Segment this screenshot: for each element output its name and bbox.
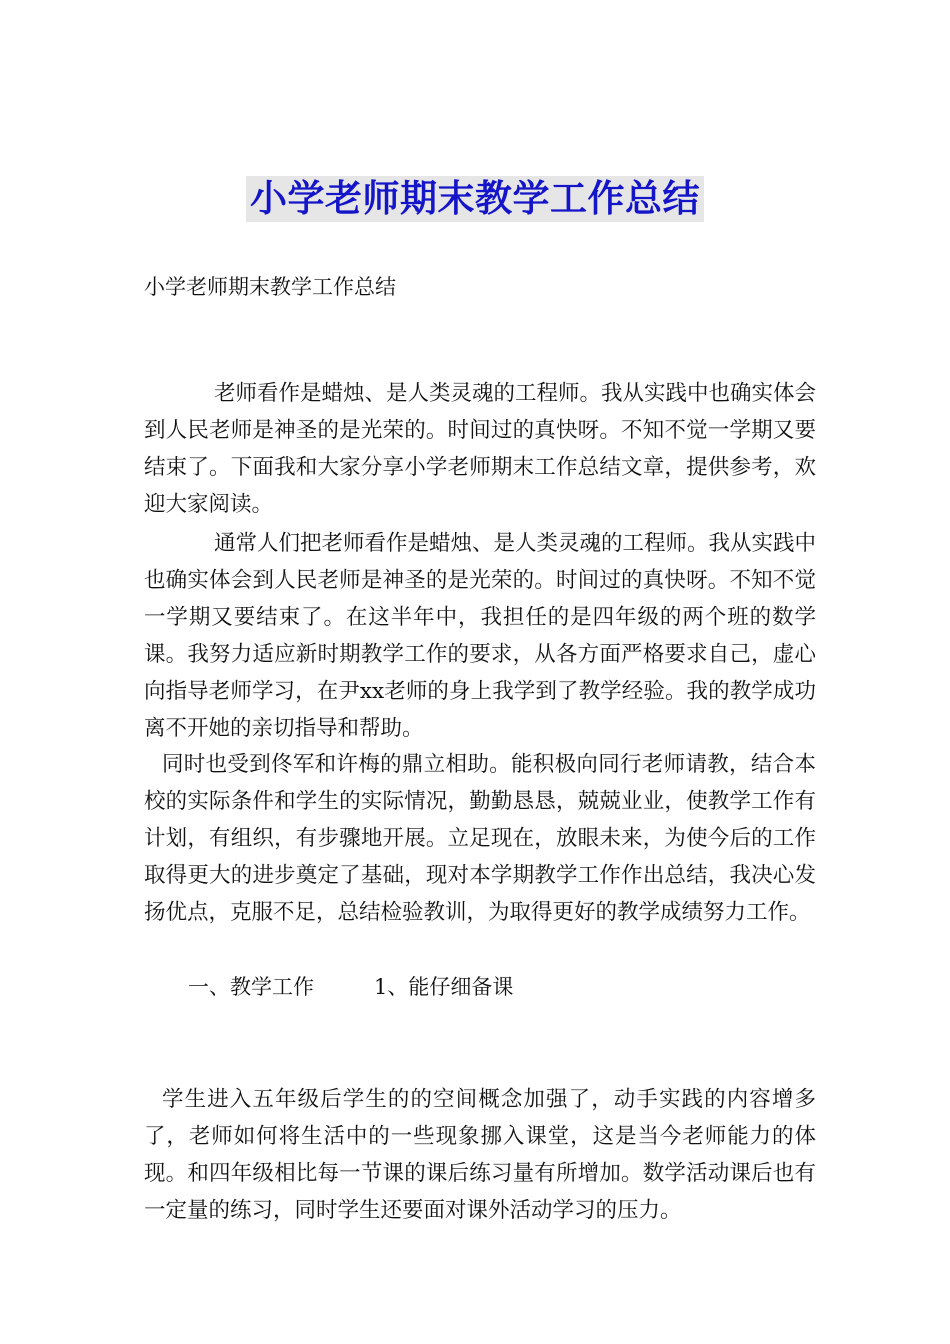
paragraph-intro: 老师看作是蜡烛、是人类灵魂的工程师。我从实践中也确实体会到人民老师是神圣的是光荣的。时间过的真快呀。不知不觉一学期又要结束了。下面我和大家分享小学老师期末工作总结文章，提供参考，欢迎大家阅读。 <box>144 381 817 517</box>
title-container <box>0 176 950 222</box>
paragraph-lesson-prep: 学生进入五年级后学生的的空间概念加强了，动手实践的内容增多了，老师如何将生活中的一些现象挪入课堂，这是当今老师能力的体现。和四年级相比每一节课的课后练习量有所增加。数学活动课后也有一定量的练习，同时学生还要面对课外活动学习的压力。 <box>144 1087 816 1223</box>
paragraph-support: 同时也受到佟军和许梅的鼎立相助。能积极向同行老师请教，结合本校的实际条件和学生的实际情况，勤勤恳恳，兢兢业业，使教学工作有计划，有组织，有步骤地开展。立足现在，放眼未来，为使今后的工作取得更大的进步奠定了基础，现对本学期教学工作作出总结，我决心发扬优点，克服不足，总结检验教训，为取得更好的教学成绩努力工作。 <box>144 752 816 925</box>
section-heading-line <box>188 969 688 1006</box>
subsection-heading: 1、能仔细备课 <box>374 975 514 999</box>
section-heading: 一、教学工作 <box>188 975 314 999</box>
document-subtitle: 小学老师期末教学工作总结 <box>144 275 396 299</box>
paragraph-overview: 通常人们把老师看作是蜡烛、是人类灵魂的工程师。我从实践中也确实体会到人民老师是神圣的是光荣的。时间过的真快呀。不知不觉一学期又要结束了。在这半年中，我担任的是四年级的两个班的数学课。我努力适应新时期教学工作的要求，从各方面严格要求自己，虚心向指导老师学习，在尹xx老师的身上我学到了教学经验。我的教学成功离不开她的亲切指导和帮助。 <box>144 531 817 741</box>
document-title: 小学老师期末教学工作总结 <box>246 176 704 222</box>
